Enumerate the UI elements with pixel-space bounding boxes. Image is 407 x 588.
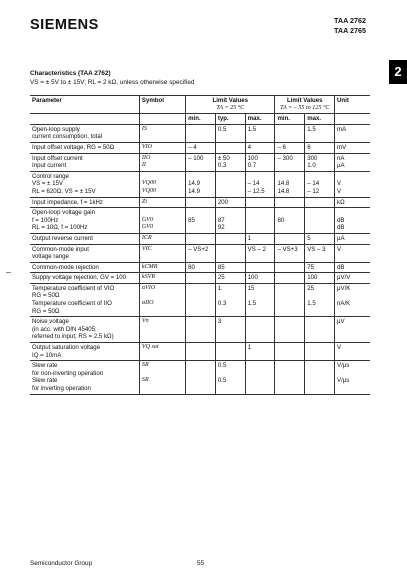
header-limit-range — [275, 96, 335, 114]
cell-max: 1.5 — [245, 124, 275, 142]
cell-p: Open-loop supply current consumption, total — [32, 125, 103, 141]
header-typ: typ. — [215, 114, 245, 125]
cell-min2: – 6 — [275, 142, 305, 153]
cell-min: – 100 — [186, 153, 216, 171]
cell-typ: ± 50 0.3 — [215, 153, 245, 171]
cell-p: Supply voltage rejection, GV = 100 — [32, 274, 127, 282]
cell-max2: – 14 – 12 — [305, 171, 335, 197]
cell-min — [186, 233, 216, 244]
cell-max — [245, 262, 275, 273]
cell-s: GV0 GV0 — [139, 208, 185, 234]
cell-min — [186, 124, 216, 142]
cell-u: nA μA — [335, 153, 370, 171]
cell-typ — [215, 343, 245, 361]
section-title: Characteristics (TAA 2762) — [30, 70, 111, 77]
cell-min2 — [275, 283, 305, 316]
cell-max: 100 0.7 — [245, 153, 275, 171]
cell-min2 — [275, 273, 305, 284]
cell-max: VS – 2 — [245, 244, 275, 262]
cell-s: IIO II — [139, 153, 185, 171]
cell-u: μV — [335, 317, 370, 343]
cell-max2 — [305, 343, 335, 361]
cell-u: kΩ — [335, 197, 370, 208]
table-row — [30, 361, 370, 394]
header-symbol: Symbol — [139, 96, 185, 114]
cell-p: Open-loop voltage gain f = 100Hz RL = 10Ω, f = 100Hz — [32, 209, 96, 232]
cell-max2: 25 1.5 — [305, 283, 335, 316]
cell-max2 — [305, 361, 335, 394]
cell-s: VQ sat — [139, 343, 185, 361]
cell-max — [245, 361, 275, 394]
cell-max2: 100 — [305, 273, 335, 284]
cell-min2: 14.8 14.8 — [275, 171, 305, 197]
table-row — [30, 197, 370, 208]
margin-mark — [6, 272, 11, 273]
header-max: max. — [245, 114, 275, 125]
cell-typ — [215, 171, 245, 197]
cell-min2: – VS+3 — [275, 244, 305, 262]
cell-u: μV/V — [335, 273, 370, 284]
cell-max: 4 — [245, 142, 275, 153]
cell-u: V — [335, 343, 370, 361]
cell-min — [186, 361, 216, 394]
cell-p: Noise voltage (in acc. with DIN 45405; referred to input; RS = 2.5 kΩ) — [32, 318, 114, 341]
cell-min: 80 — [186, 262, 216, 273]
cell-typ — [215, 244, 245, 262]
cell-s: Zi — [139, 197, 185, 208]
limit-values-label: Limit Values — [212, 97, 249, 104]
table-row — [30, 273, 370, 284]
cell-typ — [215, 142, 245, 153]
header-max2: max. — [305, 114, 335, 125]
cell-typ: 0.5 — [215, 124, 245, 142]
cell-min: – 4 — [186, 142, 216, 153]
cell-p: Common-mode rejection — [32, 263, 99, 271]
limit-condition: TA = 25 °C — [216, 104, 245, 111]
cell-typ: 3 — [215, 317, 245, 343]
header-min: min. — [186, 114, 216, 125]
cell-typ: 85 — [215, 262, 245, 273]
cell-p: Input impedance, f = 1kHz — [32, 198, 103, 206]
part-number-1: TAA 2762 — [334, 16, 366, 25]
cell-p: Slew rate for non-inverting operation Slew rate for inverting operation — [32, 362, 104, 392]
cell-min2 — [275, 233, 305, 244]
cell-max2: VS – 3 — [305, 244, 335, 262]
cell-p: Output reverse current — [32, 234, 93, 242]
table-row — [30, 233, 370, 244]
cell-u: V V — [335, 171, 370, 197]
cell-s: Vn — [139, 317, 185, 343]
table-row — [30, 244, 370, 262]
table-row — [30, 142, 370, 153]
table-row — [30, 171, 370, 197]
cell-min — [186, 197, 216, 208]
cell-max: 15 1.5 — [245, 283, 275, 316]
cell-u: V — [335, 244, 370, 262]
cell-min2 — [275, 343, 305, 361]
limit-values-label: Limit Values — [286, 97, 323, 104]
table-row — [30, 317, 370, 343]
cell-min2 — [275, 124, 305, 142]
cell-s: ICR — [139, 233, 185, 244]
cell-max2 — [305, 197, 335, 208]
cell-min2 — [275, 361, 305, 394]
table-row — [30, 153, 370, 171]
cell-min2 — [275, 317, 305, 343]
cell-u: μA — [335, 233, 370, 244]
table-row — [30, 124, 370, 142]
cell-u: μV/K nA/K — [335, 283, 370, 316]
cell-p: Temperature coefficient of VIO RG = 50Ω Temperature coefficient of IIO RG = 50Ω — [32, 284, 115, 315]
cell-min — [186, 283, 216, 316]
cell-p: Control range VS = ± 15V RL = 620Ω, VS = ± 15V — [32, 172, 96, 195]
brand-logo: SIEMENS — [30, 17, 99, 33]
cell-max2 — [305, 208, 335, 234]
part-numbers — [334, 16, 366, 35]
cell-typ: 25 — [215, 273, 245, 284]
cell-min — [186, 343, 216, 361]
cell-p: Common-mode input voltage range — [32, 245, 89, 261]
page-number: 55 — [197, 560, 205, 567]
section-tab: 2 — [389, 60, 407, 84]
cell-max2 — [305, 317, 335, 343]
cell-max2: 1.5 — [305, 124, 335, 142]
cell-u: dB dB — [335, 208, 370, 234]
cell-max: 100 — [245, 273, 275, 284]
cell-min2: – 300 — [275, 153, 305, 171]
cell-p: Input offset voltage, RG = 50Ω — [32, 143, 115, 151]
cell-max — [245, 317, 275, 343]
cell-p: Output saturation voltage IQ = 10mA — [32, 344, 101, 359]
cell-u: V/μs V/μs — [335, 361, 370, 394]
cell-min2 — [275, 197, 305, 208]
cell-max2: 300 1.0 — [305, 153, 335, 171]
cell-s: kCMR — [139, 262, 185, 273]
cell-max2: 5 — [305, 233, 335, 244]
table-row — [30, 208, 370, 234]
cell-s: SR SR — [139, 361, 185, 394]
cell-max: 1 — [245, 343, 275, 361]
limit-condition: TA = – 55 to 125 °C — [280, 104, 330, 111]
cell-typ: 0.5 0.5 — [215, 361, 245, 394]
cell-max: – 14 – 12.5 — [245, 171, 275, 197]
cell-u: dB — [335, 262, 370, 273]
cell-s: kSVR — [139, 273, 185, 284]
cell-min: – VS+2 — [186, 244, 216, 262]
characteristics-table — [30, 95, 370, 395]
cell-min — [186, 317, 216, 343]
cell-typ: 87 92 — [215, 208, 245, 234]
section-conditions: VS = ± 5V to ± 15V; RL = 2 kΩ, unless otherwise specified — [30, 79, 195, 86]
cell-typ: 1 0.3 — [215, 283, 245, 316]
part-number-2: TAA 2765 — [334, 25, 366, 35]
cell-u: mA — [335, 124, 370, 142]
cell-typ — [215, 233, 245, 244]
cell-max — [245, 208, 275, 234]
cell-max2: 6 — [305, 142, 335, 153]
cell-max2: 75 — [305, 262, 335, 273]
cell-s: VIO — [139, 142, 185, 153]
header-unit: Unit — [335, 96, 370, 114]
cell-s: αVIO αIIO — [139, 283, 185, 316]
header-limit-25 — [186, 96, 275, 114]
cell-s: IS — [139, 124, 185, 142]
table-row — [30, 262, 370, 273]
cell-typ: 200 — [215, 197, 245, 208]
cell-p: Input offset current Input current — [32, 154, 83, 170]
cell-s: VIC — [139, 244, 185, 262]
footer-publisher: Semiconductor Group — [30, 560, 93, 567]
cell-u: mV — [335, 142, 370, 153]
header-parameter: Parameter — [32, 97, 62, 104]
header-min2: min. — [275, 114, 305, 125]
cell-min2 — [275, 262, 305, 273]
cell-max: 1 — [245, 233, 275, 244]
cell-min: 14.9 14.9 — [186, 171, 216, 197]
table-row — [30, 283, 370, 316]
cell-min2: 80 — [275, 208, 305, 234]
cell-s: VQ00 VQ00 — [139, 171, 185, 197]
cell-min: 85 — [186, 208, 216, 234]
cell-max — [245, 197, 275, 208]
table-row — [30, 343, 370, 361]
cell-min — [186, 273, 216, 284]
